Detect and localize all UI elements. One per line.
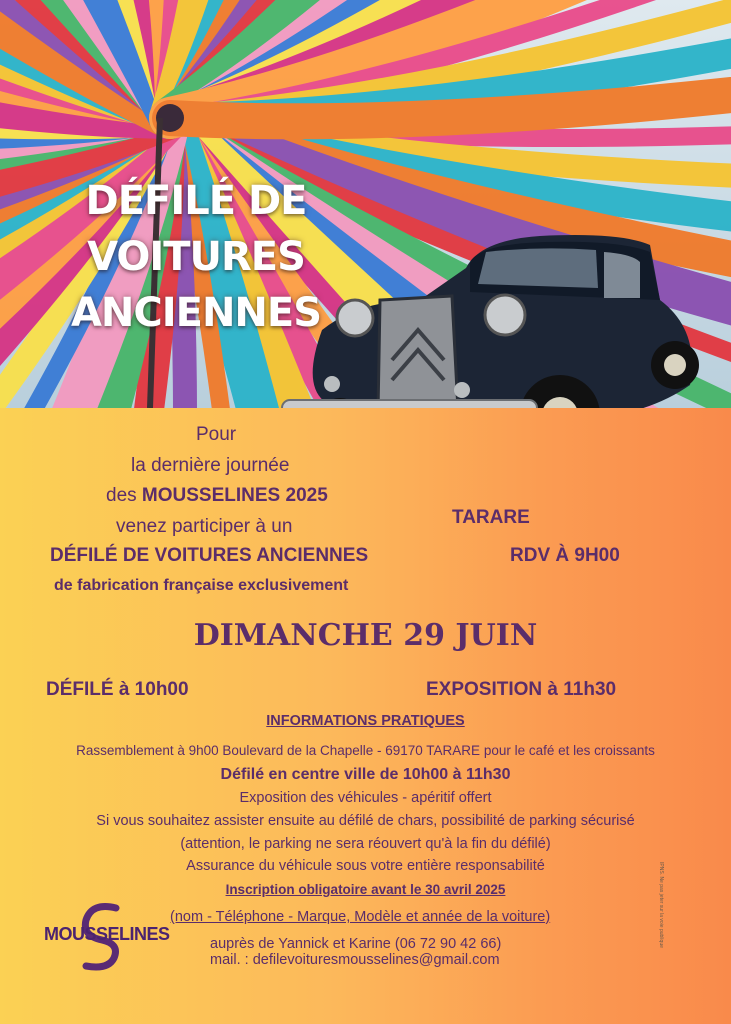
small-print: IPNS. Ne pas jeter sur la voie publique [658, 862, 664, 948]
info-line-6: Assurance du véhicule sous votre entière responsabilité [186, 858, 545, 874]
registration-deadline: Inscription obligatoire avant le 30 avril 2025 [225, 882, 506, 897]
headline [46, 173, 346, 341]
contact-mail[interactable]: mail. : defilevoituresmousselines@gmail.com [210, 952, 500, 968]
info-line-1: Rassemblement à 9h00 Boulevard de la Chapelle - 69170 TARARE pour le café et les croissants [76, 743, 655, 758]
info-line-2: Défilé en centre ville de 10h00 à 11h30 [220, 766, 511, 783]
intro-line-2: la dernière journée [131, 455, 290, 476]
info-line-5: (attention, le parking ne sera réouvert qu'à la fin du défilé) [180, 836, 551, 852]
banner-photo [0, 0, 731, 408]
headline-line-3: ANCIENNES [70, 290, 322, 336]
registration-fields: (nom - Téléphone - Marque, Modèle et année de la voiture) [170, 909, 551, 925]
intro-line-3 [106, 485, 328, 507]
meeting-time: RDV À 9H00 [510, 545, 620, 566]
intro-line-1: Pour [196, 424, 237, 445]
headline-line-2: VOITURES [87, 234, 305, 280]
contact-phone: auprès de Yannick et Karine (06 72 90 42 66) [210, 936, 502, 952]
intro-line-5: DÉFILÉ DE VOITURES ANCIENNES [50, 545, 369, 566]
info-heading: INFORMATIONS PRATIQUES [266, 713, 465, 729]
event-name: MOUSSELINES 2025 [141, 485, 328, 506]
intro-line-3-prefix: des [106, 485, 137, 506]
exhibition-time: EXPOSITION à 11h30 [426, 679, 617, 700]
event-date: DIMANCHE 29 JUIN [193, 618, 538, 653]
intro-line-6: de fabrication française exclusivement [54, 577, 349, 594]
info-line-4: Si vous souhaitez assister ensuite au défilé de chars, possibilité de parking sécurisé [96, 813, 635, 829]
info-line-3: Exposition des véhicules - apéritif offert [239, 790, 492, 806]
intro-line-4: venez participer à un [116, 516, 293, 537]
mousselines-logo [44, 902, 170, 972]
parade-time: DÉFILÉ à 10h00 [46, 679, 189, 700]
city: TARARE [452, 507, 530, 528]
headline-line-1: DÉFILÉ DE [85, 178, 307, 224]
logo-text: MOUSSELINES [44, 924, 170, 944]
